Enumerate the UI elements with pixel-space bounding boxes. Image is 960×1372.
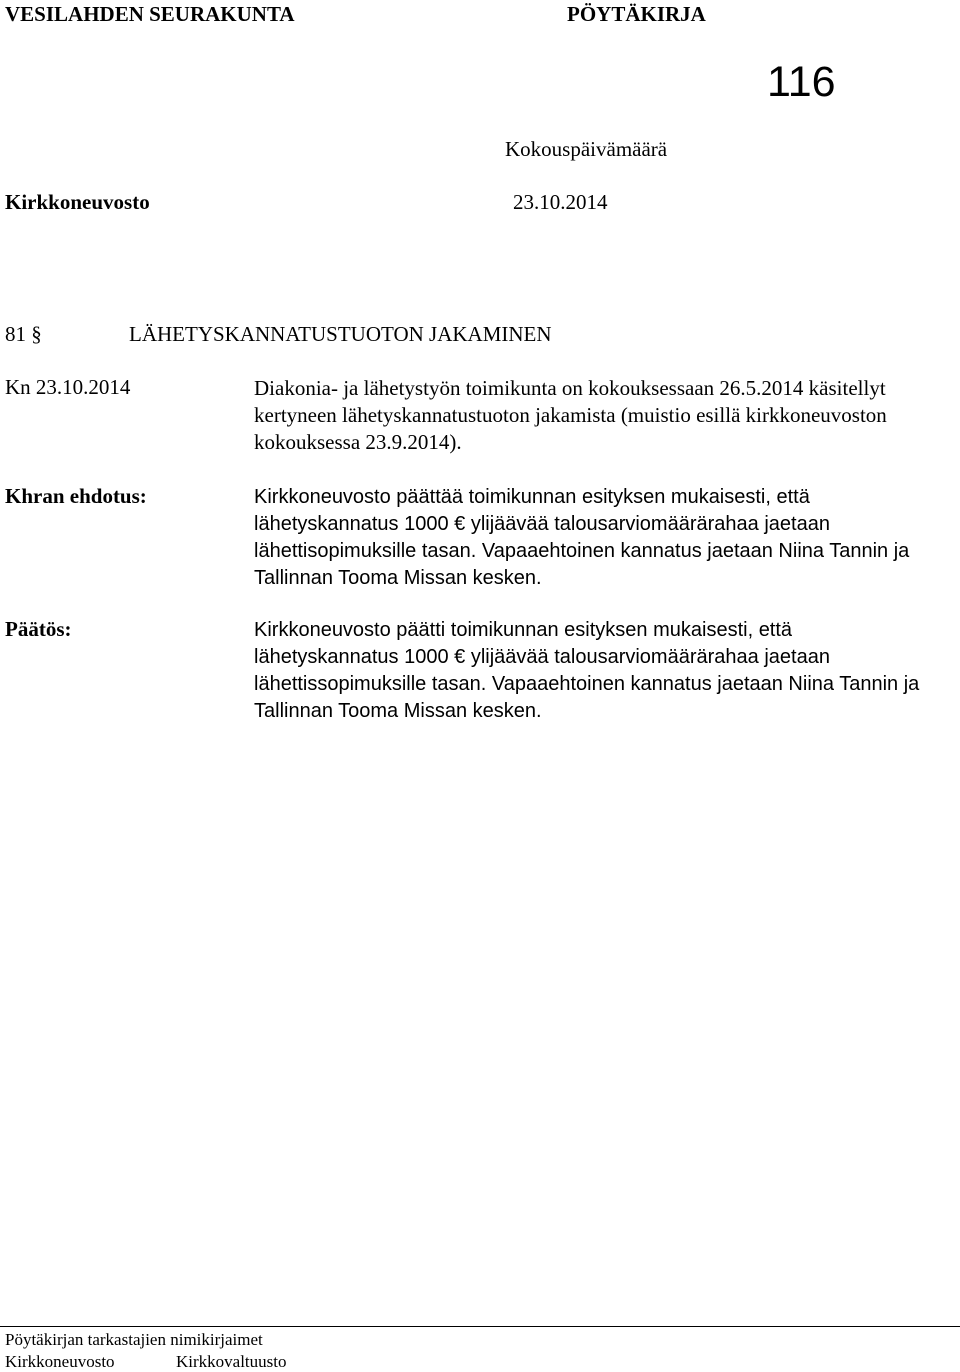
section-title: LÄHETYSKANNATUSTUOTON JAKAMINEN [129,322,552,346]
meeting-date-label: Kokouspäivämäärä [505,137,668,161]
decision-paragraph: Kirkkoneuvosto päätti toimikunnan esityksen mukaisesti, että lähetyskannatus 1000 € ylijäävää talousarviomäärärahaa jaetaan lähettissopimuksille tasan. Vapaaehtoinen kannatus jaetaan Niina Tannin ja Tallinnan Tooma Missan kesken. [254,619,920,722]
footer-signer-council: Kirkkoneuvosto [5,1352,115,1371]
background-paragraph: Diakonia- ja lähetystyön toimikunta on kokouksessaan 26.5.2014 käsitellyt kertyneen lähetyskannatustuoton jakamista (muistio esillä kirkkoneuvoston kokouksessa 23.9.2014). [254,376,887,454]
section-number: 81 § [5,322,42,346]
footer-signer-assembly: Kirkkovaltuusto [176,1352,287,1371]
section-heading [5,322,552,347]
proposal-paragraph: Kirkkoneuvosto päättää toimikunnan esityksen mukaisesti, että lähetyskannatus 1000 € ylijäävää talousarviomäärärahaa jaetaan lähettisopimuksille tasan. Vapaaehtoinen kannatus jaetaan Niina Tannin ja Tallinnan Tooma Missan kesken. [254,486,910,589]
footer-divider [0,1326,960,1327]
page-number: 116 [767,58,836,106]
document-type: PÖYTÄKIRJA [567,2,706,26]
organization-name: VESILAHDEN SEURAKUNTA [5,2,295,26]
governing-body: Kirkkoneuvosto [5,190,150,214]
row-label-proposal: Khran ehdotus: [5,484,147,508]
row-label-meeting: Kn 23.10.2014 [5,375,131,399]
footer-title: Pöytäkirjan tarkastajien nimikirjaimet [5,1330,263,1349]
meeting-date: 23.10.2014 [513,190,608,214]
row-label-decision: Päätös: [5,617,72,641]
